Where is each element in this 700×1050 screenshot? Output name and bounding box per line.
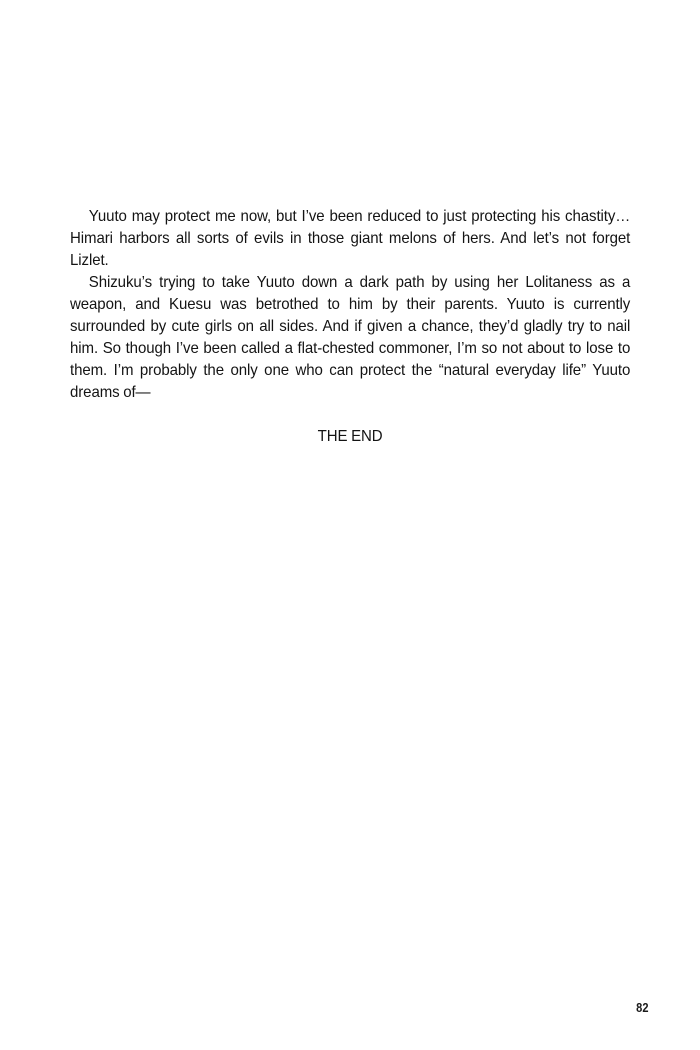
- page-number: 82: [635, 1000, 648, 1015]
- the-end-heading: THE END: [317, 428, 383, 445]
- body-text: [70, 206, 630, 448]
- paragraph-1: Yuuto may protect me now, but I’ve been reduced to just protecting his chastity… Himari harbors all sorts of evils in those giant melons of hers. And let’s not forget Lizlet.: [70, 208, 631, 269]
- paragraph-2: Shizuku’s trying to take Yuuto down a dark path by using her Lolitaness as a weapon, and Kuesu was betrothed to him by their parents. Yuuto is currently surrounded by cute girls on all sides. And if given a chance, they’d gladly try to nail him. So though I’ve been called a flat-chested commoner, I’m so not about to lose to them. I’m probably the only one who can protect the “natural everyday life” Yuuto dreams of—: [70, 274, 631, 401]
